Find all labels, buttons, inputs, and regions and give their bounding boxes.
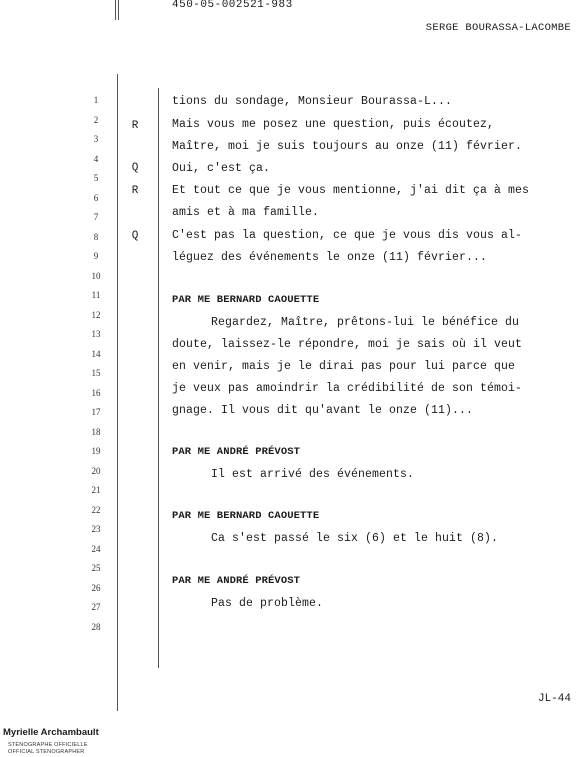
line-number: 8: [93, 232, 99, 242]
line-number: 9: [93, 251, 99, 261]
transcript-line: gnage. Il vous dit qu'avant le onze (11)...: [172, 404, 474, 417]
transcript-line: je veux pas amoindrir la crédibilité de son témoi-: [172, 382, 523, 395]
line-number: 23: [91, 524, 101, 534]
speaker-heading: PAR ME ANDRÉ PRÉVOST: [172, 575, 301, 587]
speaker-marker: Q: [131, 230, 139, 242]
transcript-line: C'est pas la question, ce que je vous dis vous al-: [172, 229, 523, 242]
witness-name: SERGE BOURASSA-LACOMBE: [425, 22, 571, 34]
line-number: 24: [91, 544, 101, 554]
transcript-line: tions du sondage, Monsieur Bourassa-L...: [172, 95, 453, 108]
left-margin-rule: [117, 74, 118, 711]
transcript-line: Oui, c'est ça.: [172, 162, 271, 175]
speaker-heading: PAR ME BERNARD CAOUETTE: [172, 510, 320, 522]
stenographer-name: Myrielle Archambault: [3, 727, 99, 738]
line-number: 13: [91, 329, 101, 339]
line-number: 14: [91, 349, 101, 359]
transcript-line: en venir, mais je le dirai pas pour lui parce que: [172, 360, 516, 373]
line-number: 19: [91, 446, 101, 456]
line-number: 28: [91, 622, 101, 632]
line-number: 16: [91, 388, 101, 398]
line-number: 21: [91, 485, 101, 495]
line-number: 18: [91, 427, 101, 437]
speaker-marker: R: [131, 120, 139, 132]
line-number: 1: [93, 95, 99, 105]
line-number: 20: [91, 466, 101, 476]
speaker-marker: Q: [131, 162, 139, 174]
line-number: 12: [91, 310, 101, 320]
line-number: 22: [91, 505, 101, 515]
speaker-heading: PAR ME ANDRÉ PRÉVOST: [172, 446, 301, 458]
line-number: 7: [93, 212, 99, 222]
transcript-line: Il est arrivé des événements.: [211, 468, 415, 481]
line-number: 25: [91, 563, 101, 573]
line-number: 2: [93, 115, 99, 125]
transcript-line: léguez des événements le onze (11) février...: [172, 251, 488, 264]
line-number: 27: [91, 602, 101, 612]
stenographer-title-en: OFFICIAL STENOGRAPHER: [8, 749, 85, 755]
page-number: JL-44: [537, 693, 571, 705]
top-margin-rule-left: [115, 0, 116, 20]
line-number: 15: [91, 368, 101, 378]
stenographer-title-fr: STÉNOGRAPHE OFFICIELLE: [8, 742, 88, 748]
transcript-line: amis et à ma famille.: [172, 206, 320, 219]
speaker-marker: R: [131, 185, 139, 197]
line-number: 17: [91, 407, 101, 417]
case-number: 450-05-002521-983: [172, 0, 293, 11]
line-number: 11: [91, 290, 101, 300]
transcript-line: Ca s'est passé le six (6) et le huit (8).: [211, 532, 499, 545]
transcript-line: Pas de problème.: [211, 597, 324, 610]
line-number: 5: [93, 173, 99, 183]
speaker-heading: PAR ME BERNARD CAOUETTE: [172, 294, 320, 306]
line-number: 10: [91, 271, 101, 281]
top-margin-rule-right: [118, 0, 119, 20]
transcript-line: Regardez, Maître, prêtons-lui le bénéfice du: [211, 316, 520, 329]
transcript-line: doute, laissez-le répondre, moi je sais où il veut: [172, 338, 523, 351]
transcript-line: Maître, moi je suis toujours au onze (11) février.: [172, 140, 523, 153]
transcript-line: Mais vous me posez une question, puis écoutez,: [172, 118, 495, 131]
line-number: 4: [93, 154, 99, 164]
transcript-line: Et tout ce que je vous mentionne, j'ai dit ça à mes: [172, 184, 530, 197]
line-number: 6: [93, 193, 99, 203]
line-number: 3: [93, 134, 99, 144]
text-margin-rule: [158, 88, 159, 668]
line-number: 26: [91, 583, 101, 593]
